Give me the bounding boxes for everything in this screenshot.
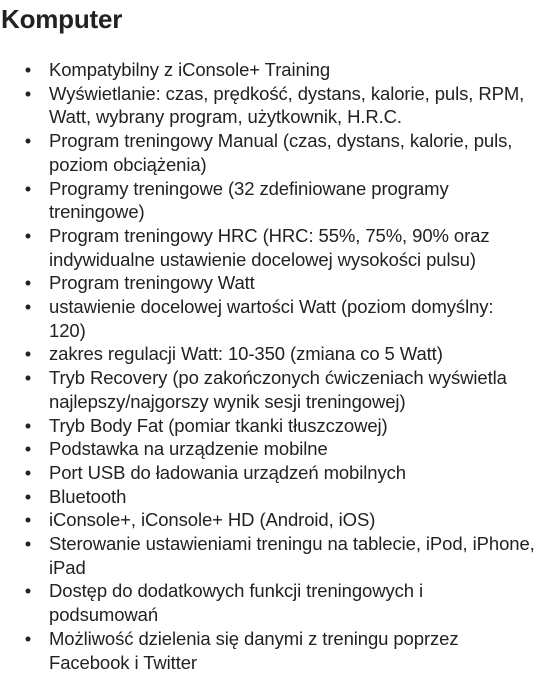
bullet-icon: • <box>24 438 32 460</box>
list-item <box>0 579 555 626</box>
list-item <box>0 129 555 176</box>
bullet-icon: • <box>24 130 32 152</box>
list-item-text: Bluetooth <box>49 485 127 507</box>
list-item <box>0 58 555 82</box>
list-item-text: Program treningowy Manual (czas, dystans, kalorie, puls, poziom obciążenia) <box>49 130 513 175</box>
bullet-icon: • <box>24 367 32 389</box>
list-item <box>0 437 555 461</box>
list-item-text: Port USB do ładowania urządzeń mobilnych <box>49 461 406 483</box>
list-item <box>0 271 555 295</box>
list-item-text: Programy treningowe (32 zdefiniowane programy treningowe) <box>49 177 449 223</box>
list-item <box>0 414 555 438</box>
bullet-icon: • <box>24 509 32 531</box>
list-item-text: Kompatybilny z iConsole+ Training <box>49 59 331 80</box>
bullet-icon: • <box>24 59 32 80</box>
bullet-icon: • <box>24 296 32 318</box>
list-item <box>0 627 555 674</box>
bullet-icon: • <box>24 177 32 199</box>
list-item-text: Sterowanie ustawieniami treningu na tablecie, iPod, iPhone, iPad <box>49 533 535 578</box>
bullet-icon: • <box>24 461 32 483</box>
bullet-icon: • <box>24 343 32 365</box>
bullet-icon: • <box>24 414 32 436</box>
list-item-text: Możliwość dzielenia się danymi z treningu poprzez Facebook i Twitter <box>49 627 459 673</box>
list-item-text: zakres regulacji Watt: 10-350 (zmiana co 5 Watt) <box>49 343 443 365</box>
bullet-icon: • <box>24 580 32 602</box>
list-item <box>0 342 555 366</box>
list-item-text: iConsole+, iConsole+ HD (Android, iOS) <box>49 509 376 531</box>
list-item <box>0 177 555 224</box>
section-heading: Komputer <box>1 4 123 34</box>
list-item <box>0 485 555 509</box>
list-item-text: Program treningowy HRC (HRC: 55%, 75%, 90% oraz indywidualne ustawienie docelowej wysokości pulsu) <box>49 224 490 270</box>
list-item-text: Program treningowy Watt <box>49 272 255 294</box>
bullet-icon: • <box>24 485 32 507</box>
list-item-text: Wyświetlanie: czas, prędkość, dystans, kalorie, puls, RPM, Watt, wybrany program, użytkownik, H.R.C. <box>49 82 525 128</box>
bullet-icon: • <box>24 224 32 246</box>
list-item-text: Tryb Body Fat (pomiar tkanki tłuszczowej) <box>49 414 388 436</box>
list-item <box>0 366 555 413</box>
list-item <box>0 295 555 342</box>
list-item <box>0 461 555 485</box>
list-item <box>0 508 555 532</box>
list-item <box>0 82 555 129</box>
list-item <box>0 224 555 271</box>
list-item-text: ustawienie docelowej wartości Watt (poziom domyślny: 120) <box>49 296 494 341</box>
feature-list <box>0 58 555 674</box>
list-item-text: Podstawka na urządzenie mobilne <box>49 438 328 460</box>
list-item <box>0 532 555 579</box>
bullet-icon: • <box>24 272 32 294</box>
bullet-icon: • <box>24 533 32 555</box>
bullet-icon: • <box>24 627 32 649</box>
bullet-icon: • <box>24 82 32 104</box>
list-item-text: Tryb Recovery (po zakończonych ćwiczeniach wyświetla najlepszy/najgorszy wynik sesji treningowej) <box>49 367 507 412</box>
list-item-text: Dostęp do dodatkowych funkcji treningowych i podsumowań <box>49 580 424 626</box>
